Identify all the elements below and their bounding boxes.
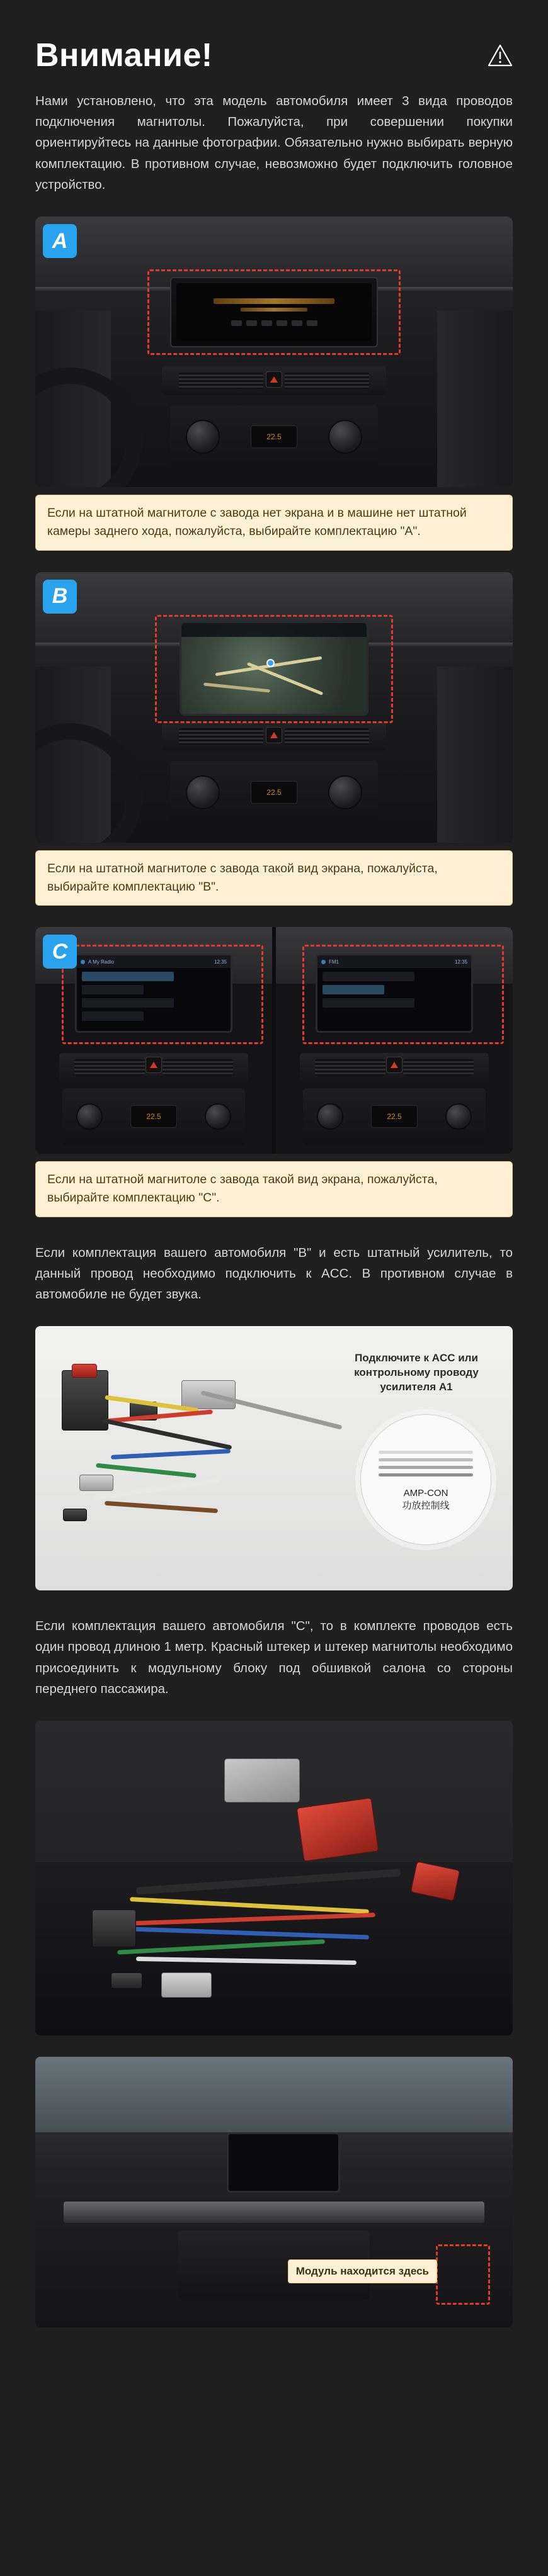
caption-a: Если на штатной магнитоле с завода нет экрана и в машине нет штатной камеры заднего хода, пожалуйста, выбирайте комплектацию "A".: [35, 495, 513, 551]
bubble-wire: [379, 1473, 473, 1476]
climate-control-panel: [303, 1088, 486, 1145]
photo-b: [35, 572, 513, 843]
vent-slot-right: [285, 373, 369, 389]
audio-clock: 12:35: [214, 959, 227, 965]
bubble-wire: [379, 1466, 473, 1469]
page-header: [0, 0, 548, 91]
bubble-wire: [379, 1458, 473, 1461]
wire-blue: [111, 1449, 231, 1460]
section-harness: [0, 1305, 548, 1590]
module-paragraph: Если комплектация вашего автомобиля "C", то в комплекте проводов есть один провод длиною 1 метр. Красный штекер и штекер магнитолы необходимо присоединить к модульному блоку под обшивкой салона со стороны переднего пассажира.: [35, 1619, 513, 1696]
wire-brown: [105, 1501, 218, 1514]
photo-c: [35, 927, 513, 1154]
car-interior-scene-a: [35, 217, 513, 487]
climate-control-panel: [62, 1088, 245, 1145]
module-grey-box: [224, 1758, 300, 1803]
warning-triangle-icon: [488, 43, 513, 67]
right-dash-panel: [437, 666, 513, 843]
wiring-harness-photo: [35, 1326, 513, 1590]
vent-slot-left: [179, 373, 263, 389]
bubble-label-en: AMP-CON: [403, 1487, 448, 1499]
connector-grey-harness: [161, 1972, 212, 1998]
hazard-light-button[interactable]: [146, 1057, 162, 1073]
climate-knob-right[interactable]: [328, 775, 362, 809]
climate-display: [251, 781, 297, 804]
highlight-box-screen-left: [62, 945, 263, 1044]
harness-zoom-bubble: [360, 1414, 491, 1545]
connector-black-main: [62, 1370, 108, 1431]
section-c: [0, 906, 548, 1217]
bubble-label-cn: 功放控制线: [402, 1500, 450, 1512]
wire-red: [106, 1410, 213, 1424]
amplifier-paragraph: Если комплектация вашего автомобиля "B" и есть штатный усилитель, то данный провод необходимо подключить к ACC. В противном случае в автомобиле не будет звука.: [35, 1245, 513, 1302]
hazard-light-button[interactable]: [266, 727, 282, 743]
section-module-photo: [0, 1699, 548, 2035]
hazard-light-button[interactable]: [386, 1057, 402, 1073]
highlight-box-screen-right: [302, 945, 504, 1044]
connector-rca: [63, 1509, 87, 1521]
module-red-box: [297, 1797, 379, 1862]
car-interior-scene-b: [35, 572, 513, 843]
badge-c: C: [43, 935, 77, 969]
vent-slot-right: [285, 728, 369, 745]
climate-control-panel: [170, 405, 378, 468]
vent-slot-left: [179, 728, 263, 745]
dashboard-trim-strip: [64, 2202, 484, 2223]
audio-source-title: A My Radio: [88, 959, 114, 965]
car-interior-scene-c: [35, 927, 513, 1154]
audio-clock: 12:35: [454, 959, 467, 965]
audio-band-label: FM1: [329, 959, 339, 965]
climate-temp-value: 22.5: [266, 787, 282, 797]
bubble-wire: [379, 1451, 473, 1454]
vent-slot-right: [403, 1059, 474, 1076]
climate-display: [130, 1105, 177, 1128]
intro-paragraph: Нами установлено, что эта модель автомобиля имеет 3 вида проводов подключения магнитолы. Пожалуйста, при совершении покупки ориентируйтесь на данные фотографии. Обязательно нужно выбирать верную комплектацию. В противном случае, невозможно будет подключить головное устройство.: [35, 94, 513, 192]
climate-display: [371, 1105, 418, 1128]
caption-c: Если на штатной магнитоле с завода такой вид экрана, пожалуйста, выбирайте комплектацию "C".: [35, 1161, 513, 1217]
page-title: Внимание!: [35, 37, 213, 74]
module-harness-photo: [35, 1721, 513, 2035]
section-a: [0, 195, 548, 551]
vent-slot-left: [315, 1059, 385, 1076]
section-b: [0, 551, 548, 906]
photo-a: [35, 217, 513, 487]
bubble-wire-group: [379, 1447, 473, 1481]
climate-knob-left[interactable]: [186, 775, 220, 809]
badge-b: B: [43, 580, 77, 614]
harness-callout-text: Подключите к ACC или контрольному проводу усилителя A1: [354, 1352, 479, 1393]
connector-antenna: [111, 1972, 142, 1989]
wire-grey-long: [201, 1390, 343, 1429]
climate-knob-right[interactable]: [445, 1103, 472, 1130]
highlight-box-screen: [155, 615, 393, 723]
steering-wheel: [35, 723, 142, 843]
hazard-light-button[interactable]: [266, 371, 282, 388]
module-location-label: Модуль находится здесь: [288, 2259, 437, 2283]
section-module-location: [0, 2035, 548, 2327]
windshield: [35, 2057, 513, 2132]
climate-knob-right[interactable]: [328, 420, 362, 454]
caption-b: Если на штатной магнитоле с завода такой вид экрана, пожалуйста, выбирайте комплектацию "B".: [35, 850, 513, 906]
module-location-highlight: [436, 2244, 490, 2305]
connector-red: [72, 1364, 97, 1378]
connector-grey-small: [79, 1475, 113, 1491]
module-location-photo: [35, 2057, 513, 2327]
right-dash-panel: [437, 311, 513, 487]
vent-slot-left: [74, 1059, 145, 1076]
climate-knob-left[interactable]: [76, 1103, 103, 1130]
badge-a: A: [43, 224, 77, 258]
vent-slot-right: [163, 1059, 233, 1076]
climate-temp-value: 22.5: [266, 432, 282, 442]
climate-temp-value: 22.5: [146, 1112, 161, 1122]
highlight-box-radio: [147, 269, 401, 355]
connector-black-harness: [92, 1910, 136, 1947]
climate-display: [251, 425, 297, 448]
scene-c-right: [276, 927, 513, 1154]
steering-wheel: [35, 368, 142, 487]
climate-knob-right[interactable]: [205, 1103, 231, 1130]
head-unit-screen: [227, 2132, 340, 2193]
climate-control-panel: [170, 761, 378, 824]
climate-temp-value: 22.5: [387, 1112, 402, 1122]
wire-black: [102, 1418, 232, 1450]
climate-knob-left[interactable]: [186, 420, 220, 454]
climate-knob-left[interactable]: [317, 1103, 343, 1130]
